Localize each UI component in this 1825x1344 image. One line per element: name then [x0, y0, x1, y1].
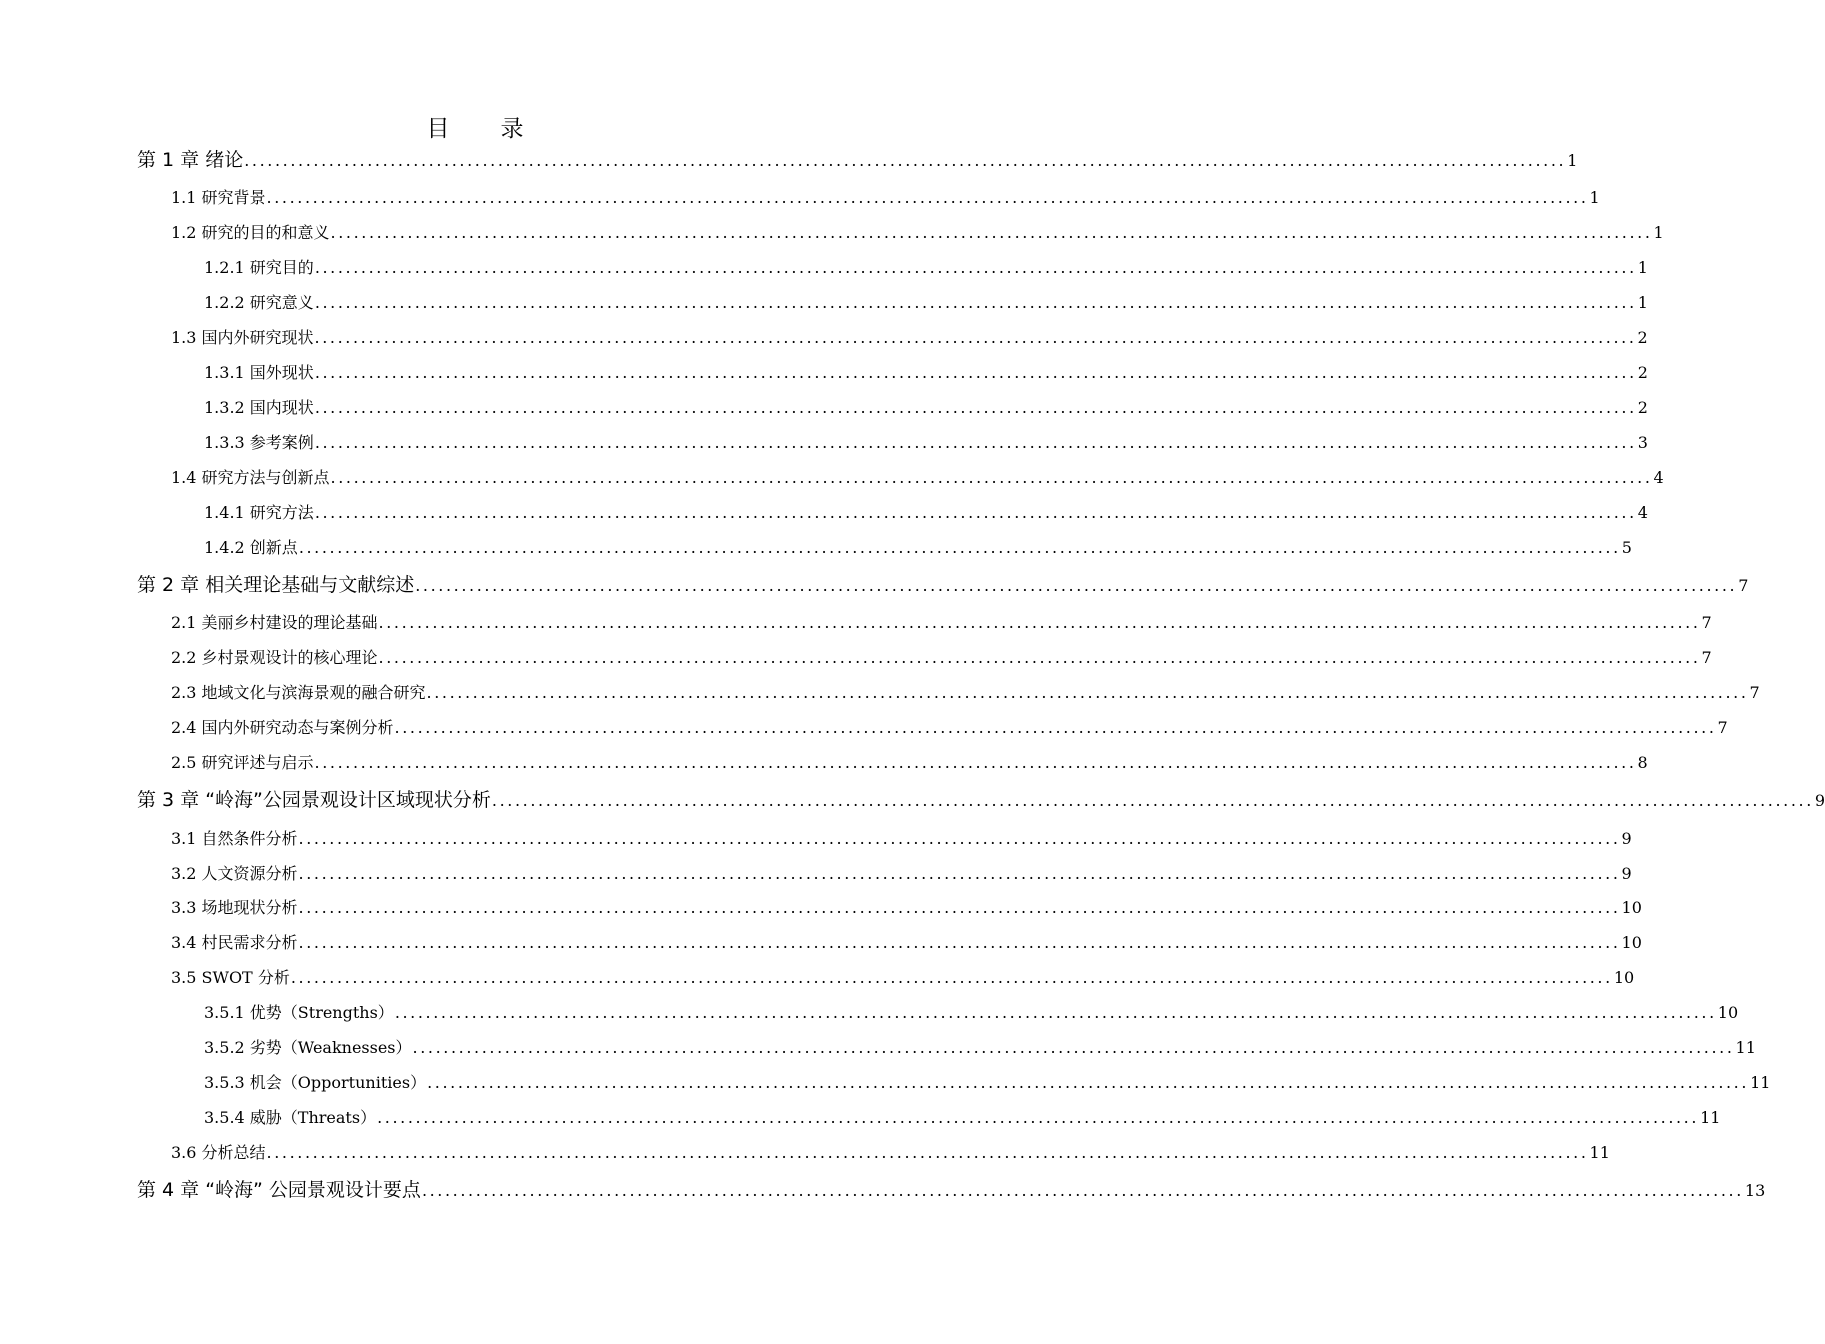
dot-leader: ............................................................................................................................................................................: [330, 468, 1653, 487]
dot-leader: ............................................................................................................................................................................: [314, 433, 1637, 452]
toc-entry-3-5-4[interactable]: [204, 1105, 1721, 1128]
dot-leader: ............................................................................................................................................................................: [266, 188, 1589, 207]
toc-entry-label: 1.3.3 参考案例: [204, 433, 314, 452]
dot-leader: ............................................................................................................................................................................: [314, 503, 1637, 522]
toc-entry-page: 1: [1567, 151, 1578, 170]
toc-entry-label: 1.3.2 国内现状: [204, 398, 314, 417]
toc-entry-label: 1.2 研究的目的和意义: [171, 223, 330, 242]
dot-leader: ............................................................................................................................................................................: [426, 683, 1749, 702]
toc-entry-page: 3: [1637, 433, 1648, 452]
dot-leader: ............................................................................................................................................................................: [378, 613, 1701, 632]
dot-leader: ............................................................................................................................................................................: [298, 864, 1621, 883]
toc-entry-page: 9: [1814, 791, 1825, 810]
toc-entry-page: 9: [1621, 864, 1632, 883]
toc-entry-label: 3.5.2 劣势（Weaknesses）: [204, 1038, 412, 1057]
toc-entry-label: 1.1 研究背景: [171, 188, 266, 207]
toc-title: 目 录: [426, 116, 538, 142]
dot-leader: ............................................................................................................................................................................: [377, 1108, 1700, 1127]
toc-entry-page: 11: [1750, 1073, 1771, 1092]
toc-entry-label: 第 4 章 “岭海” 公园景观设计要点: [137, 1179, 421, 1201]
dot-leader: ............................................................................................................................................................................: [298, 933, 1621, 952]
toc-entry-page: 2: [1637, 328, 1648, 347]
toc-entry-page: 7: [1701, 648, 1712, 667]
toc-entry-1-2-1[interactable]: [204, 255, 1648, 278]
toc-entry-3-5-2[interactable]: [204, 1035, 1756, 1058]
dot-leader: ............................................................................................................................................................................: [314, 398, 1637, 417]
toc-entry-1-3-1[interactable]: [204, 360, 1648, 383]
toc-entry-chapter-3[interactable]: [137, 785, 1825, 812]
toc-entry-3-5-3[interactable]: [204, 1070, 1771, 1093]
toc-entry-1-3-2[interactable]: [204, 395, 1648, 418]
dot-leader: ............................................................................................................................................................................: [421, 1181, 1744, 1200]
dot-leader: ............................................................................................................................................................................: [244, 151, 1567, 170]
dot-leader: ............................................................................................................................................................................: [298, 829, 1621, 848]
toc-entry-page: 1: [1589, 188, 1600, 207]
toc-entry-page: 8: [1637, 753, 1648, 772]
toc-entry-label: 3.6 分析总结: [171, 1143, 266, 1162]
toc-entry-label: 1.3.1 国外现状: [204, 363, 314, 382]
dot-leader: ............................................................................................................................................................................: [412, 1038, 1735, 1057]
toc-entry-label: 第 2 章 相关理论基础与文献综述: [137, 574, 415, 596]
toc-entry-page: 10: [1621, 898, 1642, 917]
toc-entry-page: 4: [1653, 468, 1664, 487]
toc-entry-2-1[interactable]: [171, 610, 1712, 633]
toc-entry-page: 10: [1621, 933, 1642, 952]
toc-entry-label: 1.4.1 研究方法: [204, 503, 314, 522]
toc-entry-page: 7: [1717, 718, 1728, 737]
toc-entry-1-4-2[interactable]: [204, 535, 1632, 558]
toc-entry-1-3[interactable]: [171, 325, 1648, 348]
toc-entry-label: 2.4 国内外研究动态与案例分析: [171, 718, 394, 737]
dot-leader: ............................................................................................................................................................................: [314, 328, 1637, 347]
dot-leader: ............................................................................................................................................................................: [427, 1073, 1750, 1092]
toc-entry-1-2[interactable]: [171, 220, 1664, 243]
toc-entry-page: 4: [1637, 503, 1648, 522]
toc-entry-2-2[interactable]: [171, 645, 1712, 668]
dot-leader: ............................................................................................................................................................................: [298, 538, 1621, 557]
toc-entry-3-3[interactable]: [171, 895, 1642, 918]
toc-entry-3-4[interactable]: [171, 930, 1642, 953]
toc-entry-page: 7: [1749, 683, 1760, 702]
toc-entry-label: 3.5.3 机会（Opportunities）: [204, 1073, 427, 1092]
toc-entry-label: 1.4.2 创新点: [204, 538, 298, 557]
dot-leader: ............................................................................................................................................................................: [491, 791, 1814, 810]
toc-entry-page: 9: [1621, 829, 1632, 848]
dot-leader: ............................................................................................................................................................................: [314, 258, 1637, 277]
toc-entry-2-3[interactable]: [171, 680, 1760, 703]
toc-entry-label: 2.2 乡村景观设计的核心理论: [171, 648, 378, 667]
toc-entry-label: 1.4 研究方法与创新点: [171, 468, 330, 487]
dot-leader: ............................................................................................................................................................................: [298, 898, 1621, 917]
toc-entry-page: 1: [1653, 223, 1664, 242]
toc-entry-label: 1.2.1 研究目的: [204, 258, 314, 277]
toc-entry-label: 2.1 美丽乡村建设的理论基础: [171, 613, 378, 632]
dot-leader: ............................................................................................................................................................................: [394, 718, 1717, 737]
dot-leader: ............................................................................................................................................................................: [290, 968, 1613, 987]
toc-entry-chapter-2[interactable]: [137, 570, 1749, 597]
toc-entry-label: 第 3 章 “岭海”公园景观设计区域现状分析: [137, 789, 491, 811]
toc-entry-3-6[interactable]: [171, 1140, 1610, 1163]
dot-leader: ............................................................................................................................................................................: [330, 223, 1653, 242]
toc-entry-2-5[interactable]: [171, 750, 1648, 773]
toc-entry-label: 1.2.2 研究意义: [204, 293, 314, 312]
toc-entry-1-4[interactable]: [171, 465, 1664, 488]
toc-entry-label: 3.5.1 优势（Strengths）: [204, 1003, 394, 1022]
toc-entry-chapter-4[interactable]: [137, 1175, 1766, 1202]
toc-entry-label: 3.5 SWOT 分析: [171, 968, 290, 987]
toc-entry-label: 3.1 自然条件分析: [171, 829, 298, 848]
toc-entry-label: 2.3 地域文化与滨海景观的融合研究: [171, 683, 426, 702]
toc-entry-page: 13: [1744, 1181, 1766, 1200]
toc-entry-1-1[interactable]: [171, 185, 1600, 208]
dot-leader: ............................................................................................................................................................................: [314, 363, 1637, 382]
toc-entry-page: 1: [1637, 258, 1648, 277]
toc-entry-page: 2: [1637, 363, 1648, 382]
toc-entry-page: 7: [1701, 613, 1712, 632]
toc-entry-3-5-1[interactable]: [204, 1000, 1739, 1023]
toc-entry-label: 第 1 章 绪论: [137, 149, 244, 171]
dot-leader: ............................................................................................................................................................................: [266, 1143, 1589, 1162]
toc-entry-page: 2: [1637, 398, 1648, 417]
toc-entry-3-2[interactable]: [171, 861, 1632, 884]
toc-entry-page: 11: [1735, 1038, 1756, 1057]
dot-leader: ............................................................................................................................................................................: [314, 753, 1637, 772]
toc-entry-3-1[interactable]: [171, 826, 1632, 849]
toc-entry-label: 1.3 国内外研究现状: [171, 328, 314, 347]
toc-entry-1-4-1[interactable]: [204, 500, 1648, 523]
dot-leader: ............................................................................................................................................................................: [314, 293, 1637, 312]
toc-entry-label: 3.4 村民需求分析: [171, 933, 298, 952]
dot-leader: ............................................................................................................................................................................: [415, 576, 1738, 595]
dot-leader: ............................................................................................................................................................................: [378, 648, 1701, 667]
toc-entry-chapter-1[interactable]: [137, 145, 1578, 172]
toc-entry-page: 10: [1717, 1003, 1739, 1022]
toc-entry-3-5[interactable]: [171, 965, 1635, 988]
toc-entry-label: 3.5.4 威胁（Threats）: [204, 1108, 377, 1127]
toc-entry-page: 7: [1738, 576, 1749, 595]
toc-entry-1-3-3[interactable]: [204, 430, 1648, 453]
toc-entry-2-4[interactable]: [171, 715, 1728, 738]
toc-entry-1-2-2[interactable]: [204, 290, 1648, 313]
toc-entry-page: 10: [1613, 968, 1635, 987]
dot-leader: ............................................................................................................................................................................: [394, 1003, 1717, 1022]
toc-entry-page: 11: [1589, 1143, 1610, 1162]
toc-entry-page: 5: [1621, 538, 1632, 557]
toc-entry-label: 3.3 场地现状分析: [171, 898, 298, 917]
toc-entry-label: 3.2 人文资源分析: [171, 864, 298, 883]
toc-entry-page: 11: [1700, 1108, 1721, 1127]
toc-entry-page: 1: [1637, 293, 1648, 312]
toc-entry-label: 2.5 研究评述与启示: [171, 753, 314, 772]
